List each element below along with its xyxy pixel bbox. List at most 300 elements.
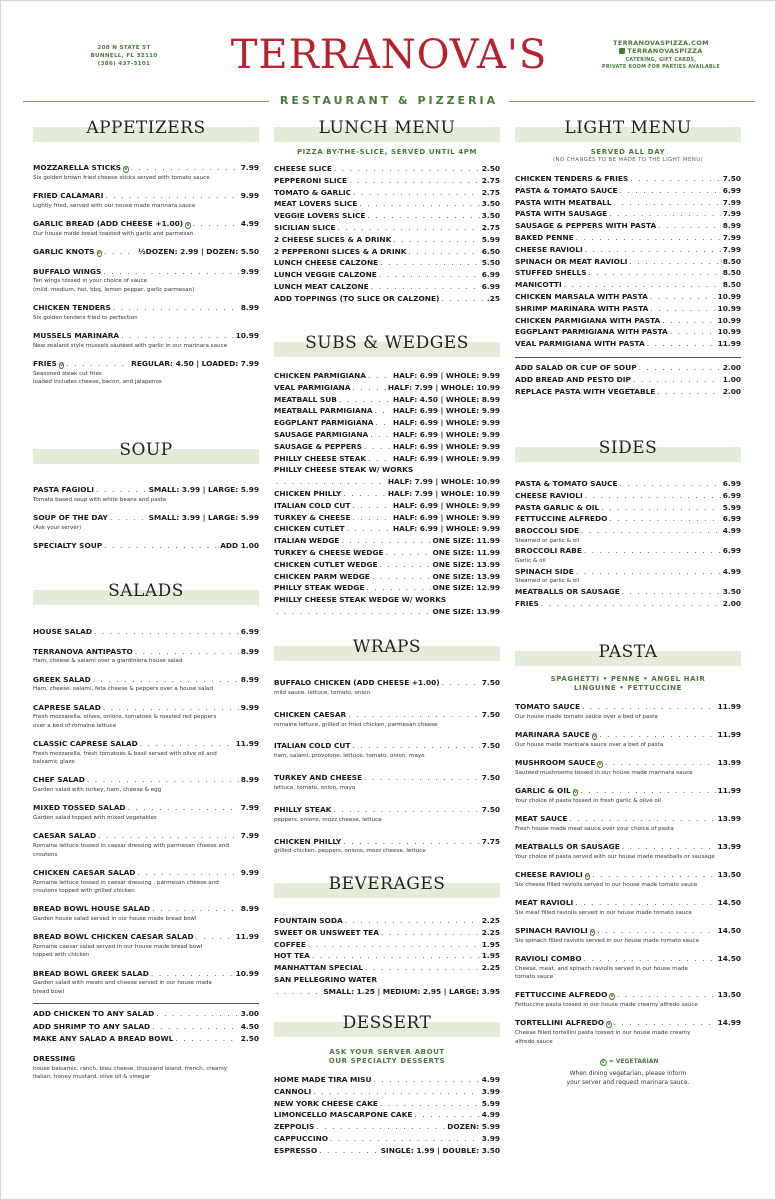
menu-item [274,571,500,583]
menu-item-price: 13.50 [717,870,741,879]
menu-item-price: 2.25 [481,927,500,937]
sides-title: SIDES [598,438,658,458]
menu-item [274,453,500,465]
menu-item-name: SHRIMP MARINARA WITH PASTA [515,303,649,313]
menu-item-name: CHICKEN CAESAR [274,709,347,719]
menu-item [274,836,500,856]
menu-item-name: CHICKEN PHILLY [274,488,342,498]
dot-leader [372,571,431,583]
menu-item [274,986,500,998]
menu-item [33,540,259,552]
section-title-band [274,637,500,661]
menu-item [515,362,741,374]
menu-item-description: Our house made tomato sauce over a bed of pasta [515,713,658,720]
menu-item-name: ADD TOPPINGS (TO SLICE OR CALZONE) [274,293,440,303]
menu-item-description: Cheese filled tortellini pasta tossed in our house made creamy [515,1030,691,1037]
menu-item-row [274,370,500,382]
dot-leader [337,222,479,234]
dot-leader [339,394,391,406]
menu-item-price: 6.99 [240,627,259,636]
menu-item [274,535,500,547]
menu-item-price: 2.25 [481,916,500,925]
menu-item-price: 6.99 [481,281,500,291]
menu-item-row [515,197,741,209]
lunch-section [274,119,500,305]
menu-item-description: mild sauce, lettuce, tomato, onion [274,689,371,696]
menu-item-price: 2.25 [481,963,500,973]
menu-item-name: CHICKEN CUTLET WEDGE [274,559,378,569]
menu-item-row [515,232,741,244]
menu-item-row [274,950,500,962]
menu-item [274,547,500,559]
menu-item-price: HALF: 6.99 | WHOLE: 9.99 [392,453,500,463]
menu-item-price: 5.99 [722,502,741,512]
vegetarian-icon: V [592,734,597,739]
menu-item-description: Lightly fried, served with our house made marinara sauce [33,202,196,209]
menu-item-name: TOMATO SAUCE [515,702,581,711]
menu-item-price: ONE SIZE: 13.99 [432,559,500,569]
menu-item-description: Six spinach filled raviolis served in our house made tomato sauce [515,937,700,944]
lunch-title: LUNCH MENU [318,118,456,138]
menu-item-name: MEATBALL PARMIGIANA [274,406,373,416]
menu-item-price: 4.99 [481,1110,500,1120]
dot-leader [152,903,239,915]
menu-item-price: 7.99 [722,232,741,242]
menu-item-row [515,513,741,525]
menu-item-price: 8.50 [722,280,741,290]
menu-item-row [274,488,500,500]
dot-leader [592,869,715,881]
menu-item-price: 2.75 [481,187,500,197]
vegetarian-footnote: When dining vegetarian, please inform your server and request marinara sauce. [566,1070,690,1087]
dot-leader [564,279,721,291]
menu-item [515,729,741,749]
dot-leader [110,512,147,524]
menu-item-row [33,674,259,686]
menu-item-name: 2 PEPPERONI SLICES & A DRINK [274,246,407,256]
menu-item-name: LIMONCELLO MASCARPONE CAKE [274,1110,413,1120]
dot-leader [617,989,716,1001]
menu-item [515,841,741,861]
dot-leader [128,802,239,814]
subs-section [274,334,500,618]
menu-item [33,903,259,923]
menu-item-name: SPECIALTY SOUP [33,541,103,550]
menu-item-row [515,244,741,256]
menu-item-row [274,293,500,305]
menu-item-name: CHICKEN CAESAR SALAD [33,867,136,877]
menu-item-name: GARLIC KNOTS [33,247,95,256]
dot-leader [156,1008,239,1020]
menu-item [515,989,741,1009]
menu-item [515,291,741,303]
menu-item-price: 13.99 [717,814,741,823]
dot-leader [308,939,480,951]
menu-item [274,441,500,453]
menu-item-price: 2.50 [240,1034,259,1044]
vegetarian-icon: V [585,874,590,879]
menu-item-name: CAPPUCCINO [274,1133,329,1143]
menu-item [33,512,259,532]
menu-item [274,1121,500,1133]
dot-leader [359,198,479,210]
menu-item-row [33,702,259,714]
menu-item-name: TURKEY AND CHEESE [274,773,363,783]
menu-item-name: CLASSIC CAPRESE SALAD [33,739,138,748]
menu-item-row [274,547,500,559]
dot-leader [94,626,239,638]
menu-item-price: 4.50 [240,1021,259,1031]
menu-item-name: MANICOTTI [515,280,562,290]
menu-item-name: TERRANOVA ANTIPASTO [33,646,133,656]
dot-leader [541,598,721,610]
menu-item [515,279,741,291]
menu-item-row [274,512,500,524]
dot-leader [581,525,721,537]
menu-item [274,198,500,210]
menu-item [515,338,741,350]
menu-item-row [274,394,500,406]
menu-item-price: ONE SIZE: 11.99 [432,547,500,557]
menu-item [515,586,741,598]
menu-item-price: 7.50 [481,741,500,751]
section-title-band [33,118,259,142]
dot-leader [104,246,136,258]
dot-leader [366,582,430,594]
dot-leader [376,417,391,429]
menu-item-row [515,897,741,909]
menu-item-name: GARLIC & OIL [515,786,571,795]
menu-item-price: 5.99 [481,234,500,244]
dot-leader [352,382,385,394]
menu-item-row [274,571,500,583]
menu-item-name: PHILLY STEAK [274,804,332,814]
menu-item-price: ONE SIZE: 13.99 [432,571,500,581]
dot-leader [393,234,479,246]
menu-item-row [33,484,259,496]
menu-item-name: ITALIAN WEDGE [274,536,340,546]
menu-item-price: 10.99 [717,315,741,325]
menu-item-row [515,208,741,220]
menu-item-row [33,802,259,814]
menu-item-row [515,338,741,350]
menu-item-name: FETTUCCINE ALFREDO [515,514,608,524]
salads-divider [33,1003,259,1004]
menu-item-name: CHEESE RAVIOLI [515,244,583,254]
menu-item-row [33,968,259,980]
soup-section [33,441,259,552]
menu-item-row [515,701,741,713]
dessert-title: DESSERT [342,1013,432,1033]
pasta-list [515,701,741,1046]
menu-item [515,897,741,917]
menu-item [515,267,741,279]
menu-item-description: (Ask your server) [33,524,82,531]
menu-item-name: ITALIAN COLD CUT [274,500,351,510]
menu-item [274,1098,500,1110]
dot-leader [380,257,480,269]
menu-item-price: ONE SIZE: 13.99 [432,606,500,616]
menu-item-row [274,927,500,939]
menu-item-row [515,478,741,490]
light-addons-list [515,362,741,397]
menu-item-row [515,525,741,537]
menu-item-row [515,1017,741,1029]
menu-item-price: 14.50 [717,954,741,963]
dot-leader [313,1086,479,1098]
menu-item-price: HALF: 7.99 | WHOLE: 10.99 [387,382,500,392]
menu-item-name: PASTA GARLIC & OIL [515,502,600,512]
menu-item [33,774,259,794]
menu-item [515,757,741,777]
menu-item [33,1008,259,1020]
menu-item [274,281,500,293]
restaurant-subtitle: RESTAURANT & PIZZERIA [269,94,509,108]
dot-leader [658,220,721,232]
dot-leader [196,931,234,943]
dot-leader [98,830,239,842]
menu-item-description: Romaine lettuce tossed in caesar dressing , parmesan cheese and [33,879,219,886]
menu-item-name: PASTA & TOMATO SAUCE [515,185,618,195]
menu-item-name: LUNCH MEAT CALZONE [274,281,369,291]
menu-item-row [515,326,741,338]
menu-item-row [274,709,500,721]
menu-item [515,256,741,268]
menu-item-description: over a bed of romaine lettuce [33,722,117,729]
menu-item-price: ½DOZEN: 2.99 | DOZEN: 5.50 [137,247,259,256]
dot-leader [96,484,147,496]
menu-item-price: 7.99 [240,803,259,813]
menu-item [515,315,741,327]
menu-item-row [515,256,741,268]
menu-item [274,210,500,222]
menu-item [515,869,741,889]
menu-item-row [274,222,500,234]
menu-item-price: SMALL: 1.25 | MEDIUM: 2.95 | LARGE: 3.95 [323,986,500,996]
menu-item [33,358,259,387]
dot-leader [622,841,716,853]
menu-item-name: SOUP OF THE DAY [33,513,108,522]
dot-leader [140,738,234,750]
menu-item-description: alfredo sauce [515,1038,553,1045]
menu-header [1,1,776,99]
menu-item-name: VEGGIE LOVERS SLICE [274,211,366,221]
menu-item [274,523,500,535]
dot-leader [609,513,720,525]
light-menu-list [515,173,741,350]
contact-block [591,39,731,71]
menu-item-name: VEAL PARMIGIANA [274,382,351,392]
dot-leader [582,701,716,713]
menu-item-description: Steamed or garlic & oil [515,578,580,585]
menu-item-price: 3.99 [481,1086,500,1096]
menu-item [515,598,741,610]
dot-leader [152,1021,239,1033]
menu-item [33,968,259,997]
menu-item-name: MUSSELS MARINARA [33,331,120,340]
dot-leader [364,772,480,784]
menu-item-row [274,1121,500,1133]
dot-leader [670,326,716,338]
dot-leader [330,1133,480,1145]
menu-item-name: CHICKEN TENDERS [33,303,111,312]
menu-item-description: Sautéed mushrooms tossed in our house made marinara sauce [515,769,693,776]
dot-leader [103,702,239,714]
menu-item-row [33,1021,259,1033]
menu-item-name: MUSHROOM SAUCE [515,758,596,767]
dot-leader [93,674,239,686]
menu-item-description: topped with chicken [33,952,90,959]
menu-item [515,701,741,721]
menu-item-row [33,1033,259,1045]
dot-leader [576,566,721,578]
menu-item-row [274,269,500,281]
menu-item-price: SMALL: 3.99 | LARGE: 5.99 [148,485,259,494]
dot-leader [104,540,218,552]
menu-item-price: 7.50 [722,174,741,183]
menu-item-row [274,257,500,269]
menu-item-description: Your choice of pasta tossed in fresh garlic & olive oil [515,797,661,804]
menu-item-description: Fettuccine pasta tossed in our house made creamy alfredo sauce [515,1002,698,1009]
menu-item-price: 5.99 [481,1098,500,1108]
menu-item-price: HALF: 7.99 | WHOLE: 10.99 [387,488,500,498]
menu-item-price: 10.99 [235,968,259,978]
salads-section [33,582,259,1082]
menu-item-row [515,490,741,502]
menu-item-row [515,279,741,291]
light-menu-section [515,119,741,397]
menu-item [33,484,259,504]
beverages-title: BEVERAGES [328,874,446,894]
menu-item-description: Seasoned steak cut fries [33,370,102,377]
menu-item [274,740,500,760]
dessert-list [274,1074,500,1157]
menu-item-name: ZEPPOLIS [274,1122,315,1132]
website-link: TERRANOVASPIZZA.COM [613,39,709,47]
dot-leader [135,646,239,658]
appetizers-title: APPETIZERS [86,118,206,138]
menu-item-row [515,869,741,881]
menu-item-price: 2.00 [722,598,741,608]
menu-item-price: 7.99 [240,163,259,172]
menu-item-name: BAKED PENNE [515,232,574,242]
menu-item-name: ADD CHICKEN TO ANY SALAD [33,1009,155,1019]
menu-item [274,405,500,417]
menu-item-row [274,1109,500,1121]
menu-item [274,804,500,824]
menu-item [274,293,500,305]
menu-item-row [515,173,741,185]
dot-leader [620,478,721,490]
menu-item-name: SPINACH SIDE [515,566,574,576]
menu-item-row [515,374,741,386]
menu-item-name: CHICKEN CUTLET [274,524,345,534]
menu-item [274,257,500,269]
menu-item [274,429,500,441]
dot-leader [365,962,480,974]
menu-item-price: 7.99 [722,244,741,254]
menu-item-row [274,405,500,417]
menu-item-description: tomato sauce [515,974,554,981]
menu-item-description: Tomato based soup with white beans and pasta [33,496,167,503]
subs-title: SUBS & WEDGES [305,333,469,353]
menu-item-price: 4.99 [240,219,259,228]
menu-item [274,915,500,927]
menu-item-description: New zealand style mussels sautéed with garlic in our marinara sauce [33,342,228,349]
dressing-heading: DRESSING [33,1054,76,1064]
dot-leader [319,1145,379,1157]
menu-item-description: Ham, cheese, salami, feta cheese & peppers over a house salad [33,686,214,693]
dot-leader [353,512,391,524]
menu-item-price: 7.99 [722,209,741,219]
menu-item-row [274,559,500,571]
pasta-section [515,643,741,1087]
menu-item-price: 6.99 [722,490,741,500]
menu-item-price: 3.50 [722,586,741,596]
section-title-band [274,118,500,142]
menu-item-description: Garden salad with meats and cheese served in our house made [33,980,212,987]
menu-item [515,513,741,525]
dot-leader [609,208,721,220]
menu-item-description: Ham, cheese & salami over a giardiniera house salad [33,658,183,665]
menu-item-price: 14.99 [717,1018,741,1028]
menu-item-name: TOMATO & GARLIC [274,187,352,197]
menu-item [274,370,500,382]
menu-item-price: 2.75 [481,175,500,185]
menu-item-price: HALF: 4.50 | WHOLE: 8.99 [392,394,500,404]
menu-item-row [274,523,500,535]
menu-item-name: CAESAR SALAD [33,831,97,841]
menu-item [515,502,741,514]
dot-leader [580,785,715,797]
dot-leader [614,197,721,209]
menu-item-description: Garden salad with turkey, ham, cheese & egg [33,787,162,794]
menu-item-row [274,986,500,998]
menu-item-price: 4.99 [481,1075,500,1084]
menu-item-description: Romaine lettuce tossed in caesar dressing with parmesan cheese and [33,843,229,850]
menu-item-row [33,540,259,552]
menu-item-description: (mild, medium, hot, bbq, lemon pepper, garlic parmesan) [33,286,195,293]
menu-item [515,326,741,338]
dot-leader [349,175,480,187]
menu-item-description: Fresh house made meat sauce over your choice of pasta [515,825,674,832]
dot-leader [373,1074,479,1086]
menu-item-name: MARINARA SAUCE [515,730,590,739]
menu-item-row [274,476,500,488]
menu-item [274,512,500,524]
dot-leader [121,330,233,342]
menu-item-name: PASTA WITH SAUSAGE [515,209,608,219]
menu-item-name: TURKEY & CHEESE [274,512,351,522]
dot-leader [352,500,391,512]
dot-leader [276,986,321,998]
menu-item-name: MEAT RAVIOLI [515,898,574,907]
menu-item-row [33,867,259,879]
menu-item-row [274,234,500,246]
dot-leader [585,244,721,256]
menu-item [33,626,259,638]
menu-item [515,220,741,232]
menu-item-name: HOT TEA [274,951,310,961]
menu-item-row [274,281,500,293]
menu-item [33,702,259,731]
menu-item-row [274,210,500,222]
menu-item-name: CHICKEN MARSALA WITH PASTA [515,291,648,301]
dot-leader [345,915,480,927]
dot-leader [601,502,721,514]
dot-leader [379,269,480,281]
dot-leader [597,925,715,937]
